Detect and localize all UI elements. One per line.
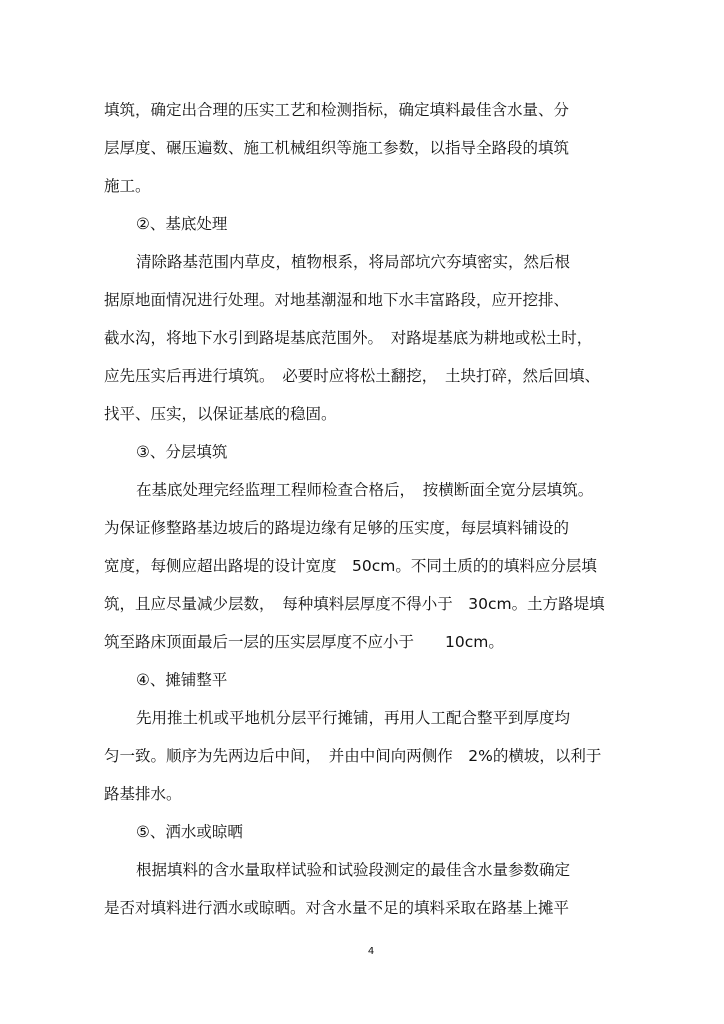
page-number: 4: [367, 946, 375, 957]
text-line: 找平、压实，以保证基底的稳固。: [104, 405, 337, 423]
text-line: 层厚度、碾压遍数、施工机械组织等施工参数，以指导全路段的填筑: [104, 139, 570, 157]
text-line: 路基排水。: [104, 785, 182, 803]
text-line: 根据填料的含水量取样试验和试验段测定的最佳含水量参数确定: [136, 861, 571, 879]
text-line: 清除路基范围内草皮，植物根系，将局部坑穴夯填密实，然后根: [136, 253, 571, 271]
text-line: 是否对填料进行洒水或晾晒。对含水量不足的填料采取在路基上摊平: [104, 899, 570, 917]
text-line: 填筑，确定出合理的压实工艺和检测指标，确定填料最佳含水量、分: [104, 101, 570, 119]
text-line: 先用推土机或平地机分层平行摊铺，再用人工配合整平到厚度均: [136, 709, 571, 727]
section-heading: ④、摊铺整平: [136, 671, 228, 689]
text-line: 筑至路床顶面最后一层的压实层厚度不应小于 10cm。: [104, 633, 504, 651]
section-heading: ⑤、洒水或晾晒: [136, 823, 243, 841]
text-line: 施工。: [104, 177, 151, 195]
text-line: 据原地面情况进行处理。对地基潮湿和地下水丰富路段，应开挖排、: [104, 291, 570, 309]
text-line: 宽度，每侧应超出路堤的设计宽度 50cm。不同土质的的填料应分层填: [104, 557, 597, 575]
text-line: 为保证修整路基边坡后的路堤边缘有足够的压实度，每层填料铺设的: [104, 519, 570, 537]
text-line: 在基底处理完经监理工程师检查合格后， 按横断面全宽分层填筑。: [136, 481, 594, 499]
section-heading: ③、分层填筑: [136, 443, 228, 461]
text-line: 应先压实后再进行填筑。 必要时应将松土翻挖， 土块打碎，然后回填、: [104, 367, 601, 385]
text-line: 匀一致。顺序为先两边后中间， 并由中间向两侧作 2%的横坡，以利于: [104, 747, 602, 765]
text-line: 截水沟，将地下水引到路堤基底范围外。 对路堤基底为耕地或松土时，: [104, 329, 593, 347]
text-line: 筑，且应尽量减少层数， 每种填料层厚度不得小于 30cm。土方路堤填: [104, 595, 605, 613]
section-heading: ②、基底处理: [136, 215, 228, 233]
